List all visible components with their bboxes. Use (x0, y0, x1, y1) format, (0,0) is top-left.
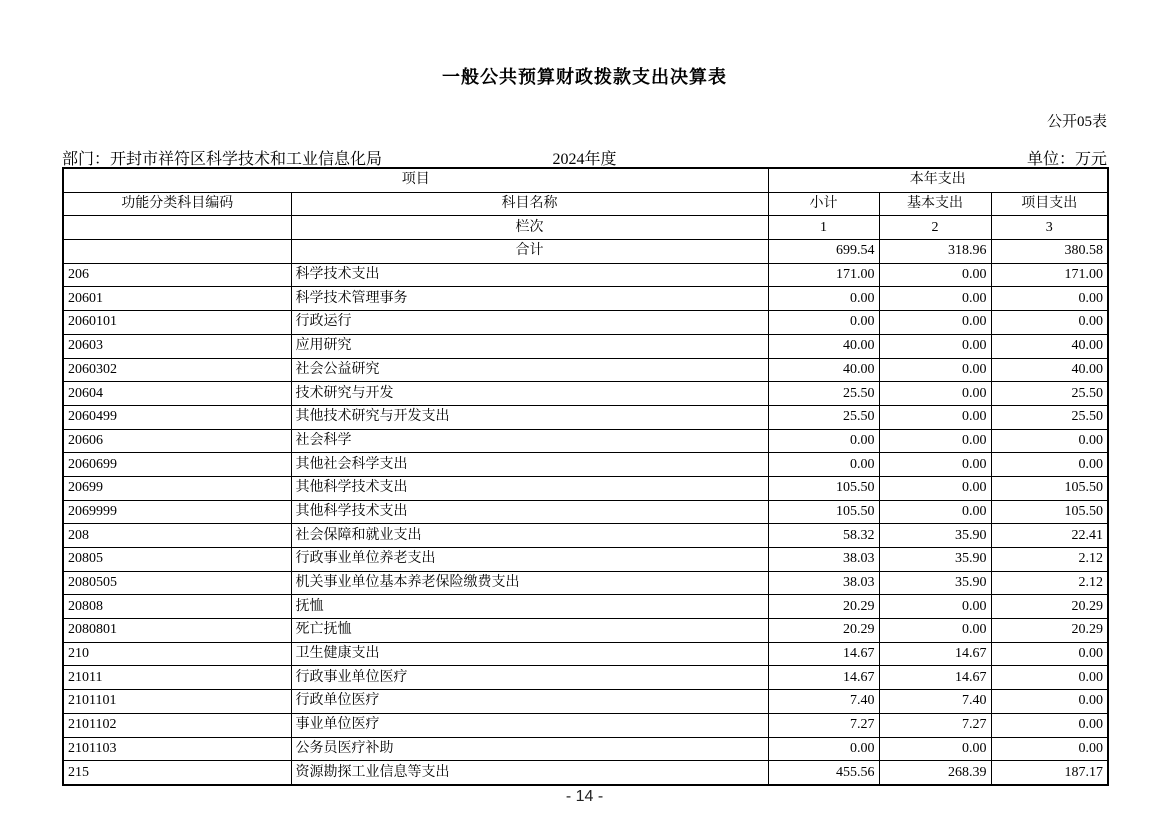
subtotal-cell: 0.00 (768, 453, 879, 477)
subject-name-cell: 其他社会科学支出 (291, 453, 768, 477)
subtotal-cell: 0.00 (768, 429, 879, 453)
project-expenditure-cell: 0.00 (991, 690, 1108, 714)
total-label: 合计 (291, 240, 768, 264)
table-row (63, 619, 1108, 643)
function-code-cell: 206 (63, 263, 291, 287)
function-code-cell: 21011 (63, 666, 291, 690)
basic-expenditure-cell: 14.67 (879, 642, 991, 666)
basic-expenditure-cell: 0.00 (879, 263, 991, 287)
subject-name-cell: 技术研究与开发 (291, 382, 768, 406)
column-index-2: 2 (879, 216, 991, 240)
project-expenditure-cell: 171.00 (991, 263, 1108, 287)
project-expenditure-cell: 187.17 (991, 761, 1108, 785)
subtotal-cell: 455.56 (768, 761, 879, 785)
blank-cell (63, 216, 291, 240)
function-code-cell: 2069999 (63, 500, 291, 524)
column-index-row (63, 216, 1108, 240)
subject-name-cell: 资源勘探工业信息等支出 (291, 761, 768, 785)
function-code-cell: 2080801 (63, 619, 291, 643)
function-code-cell: 2101103 (63, 737, 291, 761)
project-expenditure-cell: 0.00 (991, 311, 1108, 335)
function-code-cell: 20603 (63, 334, 291, 358)
basic-expenditure-cell: 0.00 (879, 287, 991, 311)
column-index-3: 3 (991, 216, 1108, 240)
basic-expenditure-cell: 0.00 (879, 358, 991, 382)
function-code-cell: 2060101 (63, 311, 291, 335)
basic-expenditure-cell: 0.00 (879, 619, 991, 643)
table-row (63, 595, 1108, 619)
subject-name-cell: 死亡抚恤 (291, 619, 768, 643)
subject-name-cell: 其他技术研究与开发支出 (291, 405, 768, 429)
subject-name-cell: 机关事业单位基本养老保险缴费支出 (291, 571, 768, 595)
subtotal-cell: 0.00 (768, 737, 879, 761)
basic-expenditure-cell: 7.40 (879, 690, 991, 714)
project-expenditure-cell: 25.50 (991, 405, 1108, 429)
project-expenditure-cell: 0.00 (991, 287, 1108, 311)
table-row (63, 334, 1108, 358)
column-index-1: 1 (768, 216, 879, 240)
subject-name-cell: 行政事业单位养老支出 (291, 548, 768, 572)
project-expenditure-cell: 2.12 (991, 548, 1108, 572)
header-subject-name: 科目名称 (291, 192, 768, 216)
basic-expenditure-cell: 0.00 (879, 595, 991, 619)
project-expenditure-cell: 105.50 (991, 476, 1108, 500)
header-project-expenditure: 项目支出 (991, 192, 1108, 216)
function-code-cell: 2060302 (63, 358, 291, 382)
basic-expenditure-cell: 0.00 (879, 737, 991, 761)
function-code-cell: 20808 (63, 595, 291, 619)
subtotal-cell: 0.00 (768, 311, 879, 335)
subject-name-cell: 抚恤 (291, 595, 768, 619)
subtotal-cell: 38.03 (768, 548, 879, 572)
table-meta-row (62, 146, 1107, 166)
budget-expenditure-table (62, 167, 1109, 786)
table-row (63, 453, 1108, 477)
subject-name-cell: 其他科学技术支出 (291, 500, 768, 524)
basic-expenditure-cell: 35.90 (879, 524, 991, 548)
subtotal-cell: 14.67 (768, 642, 879, 666)
project-expenditure-cell: 20.29 (991, 619, 1108, 643)
total-project: 380.58 (991, 240, 1108, 264)
project-expenditure-cell: 20.29 (991, 595, 1108, 619)
header-function-code: 功能分类科目编码 (63, 192, 291, 216)
table-row (63, 571, 1108, 595)
basic-expenditure-cell: 0.00 (879, 429, 991, 453)
subject-name-cell: 行政运行 (291, 311, 768, 335)
project-expenditure-cell: 2.12 (991, 571, 1108, 595)
project-expenditure-cell: 0.00 (991, 666, 1108, 690)
subtotal-cell: 171.00 (768, 263, 879, 287)
basic-expenditure-cell: 35.90 (879, 571, 991, 595)
subtotal-cell: 25.50 (768, 405, 879, 429)
table-row (63, 524, 1108, 548)
table-row (63, 405, 1108, 429)
header-current-year-group: 本年支出 (768, 168, 1108, 192)
project-expenditure-cell: 0.00 (991, 713, 1108, 737)
table-row (63, 476, 1108, 500)
table-row (63, 737, 1108, 761)
project-expenditure-cell: 0.00 (991, 737, 1108, 761)
subtotal-cell: 7.27 (768, 713, 879, 737)
table-row (63, 311, 1108, 335)
subtotal-cell: 14.67 (768, 666, 879, 690)
header-project-group: 项目 (63, 168, 768, 192)
project-expenditure-cell: 0.00 (991, 429, 1108, 453)
subtotal-cell: 20.29 (768, 595, 879, 619)
function-code-cell: 2060699 (63, 453, 291, 477)
subject-name-cell: 科学技术管理事务 (291, 287, 768, 311)
subject-name-cell: 事业单位医疗 (291, 713, 768, 737)
fiscal-year-label: 2024年度 (552, 151, 617, 168)
basic-expenditure-cell: 0.00 (879, 311, 991, 335)
project-expenditure-cell: 105.50 (991, 500, 1108, 524)
subtotal-cell: 38.03 (768, 571, 879, 595)
basic-expenditure-cell: 14.67 (879, 666, 991, 690)
subject-name-cell: 卫生健康支出 (291, 642, 768, 666)
function-code-cell: 2060499 (63, 405, 291, 429)
subject-name-cell: 社会科学 (291, 429, 768, 453)
subject-name-cell: 社会保障和就业支出 (291, 524, 768, 548)
basic-expenditure-cell: 0.00 (879, 334, 991, 358)
function-code-cell: 20601 (63, 287, 291, 311)
form-code-label: 公开05表 (1046, 114, 1107, 130)
total-basic: 318.96 (879, 240, 991, 264)
basic-expenditure-cell: 35.90 (879, 548, 991, 572)
table-row (63, 287, 1108, 311)
table-row (63, 382, 1108, 406)
subtotal-cell: 58.32 (768, 524, 879, 548)
subtotal-cell: 40.00 (768, 334, 879, 358)
table-body (63, 263, 1108, 785)
subtotal-cell: 7.40 (768, 690, 879, 714)
basic-expenditure-cell: 0.00 (879, 500, 991, 524)
subtotal-cell: 0.00 (768, 287, 879, 311)
table-row (63, 548, 1108, 572)
subtotal-cell: 105.50 (768, 500, 879, 524)
function-code-cell: 2080505 (63, 571, 291, 595)
header-group-row (63, 168, 1108, 192)
subtotal-cell: 105.50 (768, 476, 879, 500)
basic-expenditure-cell: 0.00 (879, 382, 991, 406)
table-row (63, 500, 1108, 524)
table-row (63, 761, 1108, 785)
function-code-cell: 210 (63, 642, 291, 666)
project-expenditure-cell: 0.00 (991, 642, 1108, 666)
project-expenditure-cell: 40.00 (991, 334, 1108, 358)
function-code-cell: 20606 (63, 429, 291, 453)
subtotal-cell: 20.29 (768, 619, 879, 643)
total-subtotal: 699.54 (768, 240, 879, 264)
basic-expenditure-cell: 0.00 (879, 405, 991, 429)
subject-name-cell: 行政单位医疗 (291, 690, 768, 714)
header-subtotal: 小计 (768, 192, 879, 216)
subject-name-cell: 行政事业单位医疗 (291, 666, 768, 690)
subject-name-cell: 社会公益研究 (291, 358, 768, 382)
function-code-cell: 215 (63, 761, 291, 785)
function-code-cell: 20699 (63, 476, 291, 500)
table-row (63, 713, 1108, 737)
total-row (63, 240, 1108, 264)
table-row (63, 429, 1108, 453)
function-code-cell: 2101101 (63, 690, 291, 714)
subject-name-cell: 公务员医疗补助 (291, 737, 768, 761)
function-code-cell: 2101102 (63, 713, 291, 737)
basic-expenditure-cell: 0.00 (879, 476, 991, 500)
header-columns-row (63, 192, 1108, 216)
department-label: 部门：开封市祥符区科学技术和工业信息化局 (62, 151, 383, 168)
unit-label: 单位：万元 (1026, 151, 1107, 168)
table-row (63, 690, 1108, 714)
project-expenditure-cell: 22.41 (991, 524, 1108, 548)
table-row (63, 666, 1108, 690)
page-title: 一般公共预算财政拨款支出决算表 (442, 67, 727, 87)
basic-expenditure-cell: 268.39 (879, 761, 991, 785)
project-expenditure-cell: 40.00 (991, 358, 1108, 382)
subject-name-cell: 其他科学技术支出 (291, 476, 768, 500)
basic-expenditure-cell: 7.27 (879, 713, 991, 737)
project-expenditure-cell: 25.50 (991, 382, 1108, 406)
column-index-label: 栏次 (291, 216, 768, 240)
blank-cell (63, 240, 291, 264)
header-basic-expenditure: 基本支出 (879, 192, 991, 216)
subject-name-cell: 应用研究 (291, 334, 768, 358)
basic-expenditure-cell: 0.00 (879, 453, 991, 477)
function-code-cell: 20805 (63, 548, 291, 572)
project-expenditure-cell: 0.00 (991, 453, 1108, 477)
subtotal-cell: 25.50 (768, 382, 879, 406)
function-code-cell: 208 (63, 524, 291, 548)
table-row (63, 263, 1108, 287)
function-code-cell: 20604 (63, 382, 291, 406)
subtotal-cell: 40.00 (768, 358, 879, 382)
table-row (63, 642, 1108, 666)
page-number: - 14 - (565, 788, 604, 805)
table-row (63, 358, 1108, 382)
subject-name-cell: 科学技术支出 (291, 263, 768, 287)
